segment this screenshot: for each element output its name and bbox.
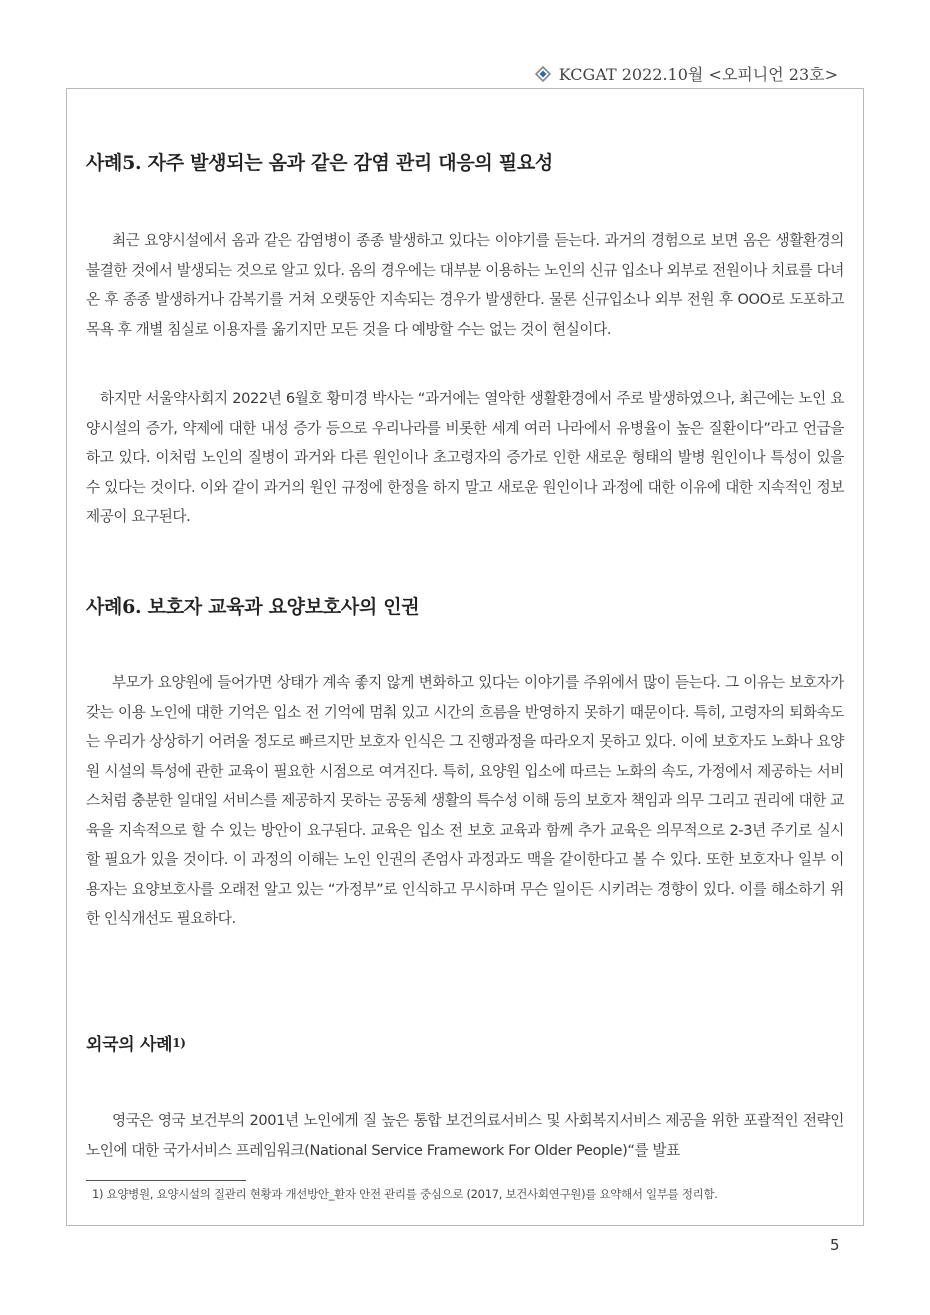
footnote-ref[interactable]: 1) (172, 1036, 186, 1050)
header-text: KCGAT 2022.10월 <오피니언 23호> (558, 65, 838, 84)
page-header (535, 62, 838, 85)
footnote-divider (86, 1180, 246, 1181)
section5-title: 사례5. 자주 발생되는 옴과 같은 감염 관리 대응의 필요성 (86, 152, 553, 174)
section6-title: 사례6. 보호자 교육과 요양보호사의 인권 (86, 596, 420, 618)
footnote: 1) 요양병원, 요양시설의 질관리 현황과 개선방안_환자 안전 관리를 중심으로 (2017, 보건사회연구원)를 요약해서 일부를 정리함. (92, 1187, 718, 1201)
section5-paragraph-2: 하지만 서울약사회지 2022년 6월호 황미경 박사는 “과거에는 열악한 생활환경에서 주로 발생하였으나, 최근에는 노인 요양시설의 증가, 약제에 대한 내성 증가 등으로 우리나라를 비롯한 세계 여러 나라에서 유병율이 높은 질환이다”라고 언급을 하고 있다. 이처럼 노인의 질병이 과거와 다른 원인이나 초고령자의 증가로 인한 새로운 형태의 발병 원인이나 특성이 있을 수 있다는 것이다. 이와 같이 과거의 원인 규정에 한정을 하지 말고 새로운 원인이나 과정에 대한 이유에 대한 지속적인 정보 제공이 요구된다. (86, 390, 844, 525)
section7-paragraph-1: 영국은 영국 보건부의 2001년 노인에게 질 높은 통합 보건의료서비스 및 사회복지서비스 제공을 위한 포괄적인 전략인 노인에 대한 국가서비스 프레임워크(National Service Framework For Older People)“를 발표 (86, 1112, 844, 1159)
section6-paragraph-1: 부모가 요양원에 들어가면 상태가 계속 좋지 않게 변화하고 있다는 이야기를 주위에서 많이 듣는다. 그 이유는 보호자가 갖는 이용 노인에 대한 기억은 입소 전 기억에 멈춰 있고 시간의 흐름을 반영하지 못하기 때문이다. 특히, 고령자의 퇴화속도는 우리가 상상하기 어려울 정도로 빠르지만 보호자 인식은 그 진행과정을 따라오지 못하고 있다. 이에 보호자도 노화나 요양원 시설의 특성에 관한 교육이 필요한 시점으로 여겨진다. 특히, 요양원 입소에 따르는 노화의 속도, 가정에서 제공하는 서비스처럼 충분한 일대일 서비스를 제공하지 못하는 공동체 생활의 특수성 이해 등의 보호자 책임과 의무 그리고 권리에 대한 교육을 지속적으로 할 수 있는 방안이 요구된다. 교육은 입소 전 보호 교육과 함께 추가 교육은 의무적으로 2-3년 주기로 실시할 필요가 있을 것이다. 이 과정의 이해는 노인 인권의 존엄사 과정과도 맥을 같이한다고 볼 수 있다. 또한 보호자나 일부 이용자는 요양보호사를 오래전 알고 있는 “가정부”로 인식하고 무시하며 무슨 일이든 시키려는 경향이 있다. 이를 해소하기 위한 인식개선도 필요하다. (86, 674, 844, 927)
section7-title (86, 1030, 844, 1055)
diamond-logo-icon (535, 66, 551, 82)
section5-paragraph-1: 최근 요양시설에서 옴과 같은 감염병이 종종 발생하고 있다는 이야기를 듣는다. 과거의 경험으로 보면 옴은 생활환경의 불결한 것에서 발생되는 것으로 알고 있다. 옴의 경우에는 대부분 이용하는 노인의 신규 입소나 외부로 전원이나 치료를 다녀온 후 종종 발생하거나 감복기를 거쳐 오랫동안 지속되는 경우가 발생한다. 물론 신규입소나 외부 전원 후 OOO로 도포하고 목욕 후 개별 침실로 이용자를 옮기지만 모든 것을 다 예방할 수는 없는 것이 현실이다. (86, 232, 844, 338)
page-number: 5 (830, 1236, 840, 1254)
section7-title-text: 외국의 사례 (86, 1035, 173, 1055)
